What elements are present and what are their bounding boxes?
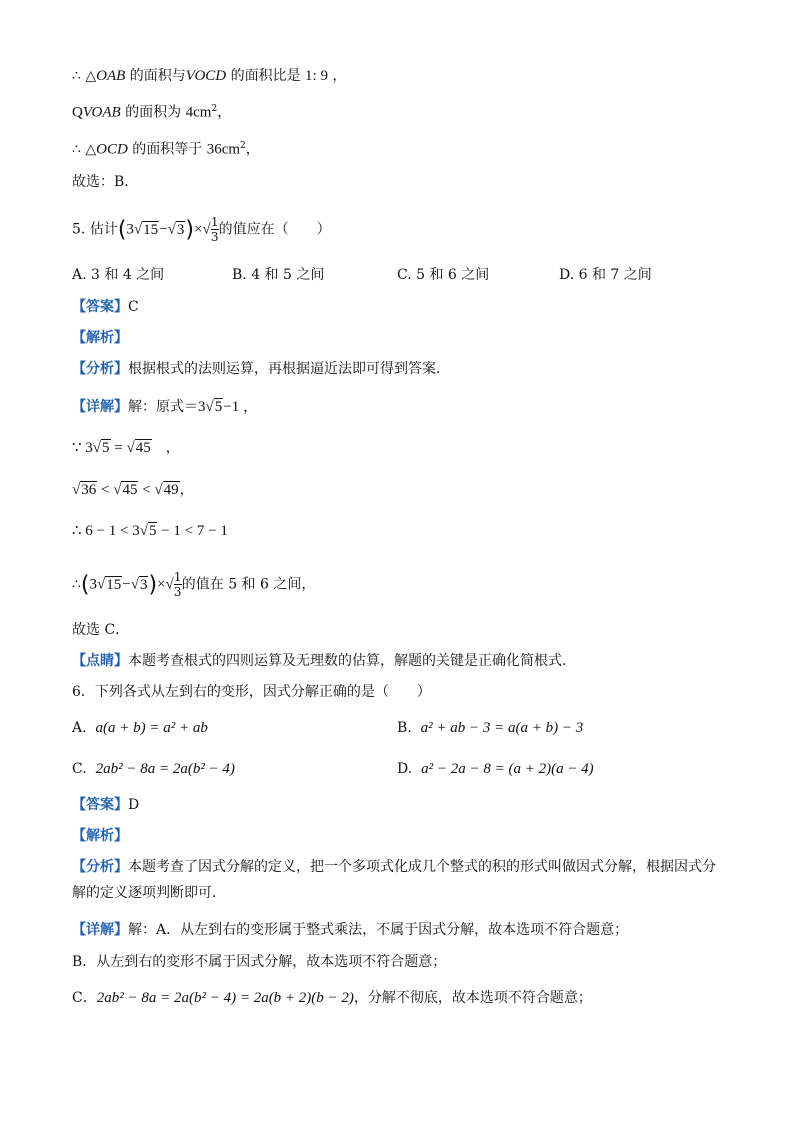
detail-5: 【详解】解：原式＝3√5−1 ，	[72, 399, 258, 415]
option-c	[72, 759, 235, 779]
answer-value: D	[128, 797, 140, 813]
detail-tag: 【详解】	[72, 399, 128, 415]
therefore-text: ∴	[72, 576, 81, 593]
answer-6	[72, 795, 139, 815]
triangle-oab: OAB	[96, 68, 126, 84]
option-c: C. 5 和 6 之间	[397, 267, 490, 283]
option-expr: a² + ab − 3 = a(a + b) − 3	[420, 720, 584, 736]
detail-text: 解：A．从左到右的变形属于整式乘法，不属于因式分解，故本选项不符合题意；	[128, 922, 629, 938]
numerator: 1	[210, 215, 219, 229]
analysis-tag: 【分析】	[72, 859, 128, 875]
analysis-6-heading: 【解析】	[72, 828, 128, 844]
radicand: 3	[139, 576, 148, 593]
line-area-ocd	[72, 136, 260, 160]
option-label: C.	[72, 761, 87, 777]
option-label: A.	[72, 720, 87, 736]
option-label: B.	[397, 720, 412, 736]
triangle-ocd: VOCD	[185, 68, 227, 84]
option-expr: a(a + b) = a² + ab	[95, 720, 208, 736]
superscript: 2	[240, 141, 246, 151]
option-d: D. 6 和 7 之间	[559, 267, 652, 283]
minus: −	[159, 221, 168, 238]
analysis-6	[72, 854, 722, 906]
answer-tag: 【答案】	[72, 797, 128, 813]
therefore-text: ∴ △	[72, 141, 97, 158]
comment-tag: 【点睛】	[72, 653, 128, 669]
coef: 3	[198, 399, 206, 415]
option-d	[397, 759, 594, 779]
ratio-value: 1: 9	[305, 68, 328, 84]
denominator: 3	[173, 585, 182, 599]
text: −1 ，	[223, 399, 258, 415]
text: 估计	[89, 221, 118, 238]
text: ，	[245, 141, 260, 158]
option-label: C．	[72, 990, 97, 1006]
option-b	[397, 718, 583, 738]
times: ×	[157, 576, 166, 593]
paren-left: (	[117, 217, 127, 243]
coef: 3	[126, 221, 134, 238]
answer-tag: 【答案】	[72, 299, 128, 315]
detail-6-b: B．从左到右的变形不属于因式分解，故本选项不符合题意；	[72, 954, 447, 970]
step-1: ∵ 3√5 = √45 ，	[72, 440, 180, 456]
answer-5	[72, 297, 139, 317]
lt: <	[97, 482, 114, 498]
radicand: 49	[163, 482, 179, 498]
analysis-text: 本题考查了因式分解的定义，把一个多项式化成几个整式的积的形式叫做因式分解，根据因式分解的定义逐项判断即可．	[72, 859, 716, 901]
option-a: A. 3 和 4 之间	[72, 267, 165, 283]
answer-value: C	[128, 299, 139, 315]
option-a	[72, 718, 208, 738]
analysis-5	[72, 359, 450, 379]
minus: −	[122, 576, 131, 593]
text: ∴ 6 − 1 < 3	[72, 523, 140, 539]
lt: <	[138, 482, 155, 498]
detail-6-c	[72, 988, 592, 1008]
radicand: 3	[176, 221, 185, 238]
text: 的值应在（ ）	[218, 221, 331, 238]
times: ×	[193, 221, 203, 238]
text: ，	[327, 68, 347, 84]
superscript: 2	[211, 104, 218, 114]
comment-text: 本题考查根式的四则运算及无理数的估算，解题的关键是正确化简根式．	[128, 653, 576, 669]
option-expr: a² − 2a − 8 = (a + 2)(a − 4)	[421, 761, 594, 777]
text: ∵ 3	[72, 440, 93, 456]
radicand: 15	[143, 221, 159, 238]
analysis-5-heading: 【解析】	[72, 330, 128, 346]
text: 的面积与	[125, 68, 186, 84]
step-4: ∴(3√15−√3)×√ $\frac{1}{3}$ 的值在 5 和 6 之间，	[72, 570, 316, 599]
question-number: 5.	[72, 221, 86, 238]
text: ，分解不彻底，故本选项不符合题意；	[353, 990, 592, 1006]
text: 的面积等于	[127, 141, 207, 158]
analysis-text: 根据根式的法则运算，再根据逼近法即可得到答案．	[128, 361, 450, 377]
question-5: 5. 估计(3√15−√3)×√ $\frac{1}{3}$ 的值应在（ ）	[72, 215, 331, 244]
denominator: 3	[210, 230, 219, 244]
text: 的面积为	[120, 104, 186, 121]
text: ，	[179, 482, 194, 498]
area-value: 36cm	[206, 141, 241, 158]
step-2: √36 < √45 < √49，	[72, 482, 194, 498]
line-area-oab	[72, 99, 231, 123]
detail-6	[72, 920, 628, 940]
radicand: 5	[214, 399, 223, 415]
text: Q	[72, 104, 83, 121]
step-5: 故选 C．	[72, 622, 130, 638]
fraction	[211, 216, 219, 243]
option-expr: 2ab² − 8a = 2a(b² − 4) = 2a(b + 2)(b − 2)	[96, 990, 354, 1006]
radicand: 45	[135, 440, 151, 456]
numerator: 1	[173, 570, 182, 584]
fraction	[174, 571, 182, 598]
triangle-oab: VOAB	[82, 104, 121, 121]
detail-tag: 【详解】	[72, 922, 128, 938]
radicand: 45	[122, 482, 138, 498]
text: 解：原式＝	[128, 399, 198, 415]
comment-5	[72, 651, 576, 671]
option-b: B. 4 和 5 之间	[232, 267, 325, 283]
text: − 1 < 7 − 1	[157, 523, 228, 539]
triangle-ocd: OCD	[96, 141, 128, 158]
question-6: 6．下列各式从左到右的变形，因式分解正确的是（ ）	[72, 684, 431, 700]
text: ，	[151, 440, 180, 456]
text: ，	[217, 104, 232, 121]
eq: =	[110, 440, 127, 456]
area-value: 4cm	[185, 104, 212, 121]
step-3: ∴ 6 − 1 < 3√5 − 1 < 7 − 1	[72, 523, 228, 539]
analysis-tag: 【分析】	[72, 361, 128, 377]
line-ratio	[72, 66, 346, 86]
paren-right: )	[185, 217, 194, 243]
radicand: 5	[148, 523, 157, 539]
therefore-text: ∴ △	[72, 68, 97, 84]
paren-right: )	[148, 572, 158, 598]
paren-left: (	[80, 572, 90, 598]
radicand: 36	[81, 482, 97, 498]
option-label: D.	[397, 761, 413, 777]
radicand: 15	[106, 576, 122, 593]
option-expr: 2ab² − 8a = 2a(b² − 4)	[95, 761, 235, 777]
radicand: 5	[102, 440, 110, 456]
text: 的值在 5 和 6 之间，	[181, 576, 316, 593]
coef: 3	[89, 576, 98, 593]
line-choose-b: 故选：B．	[72, 174, 139, 190]
text: 的面积比是	[226, 68, 306, 84]
